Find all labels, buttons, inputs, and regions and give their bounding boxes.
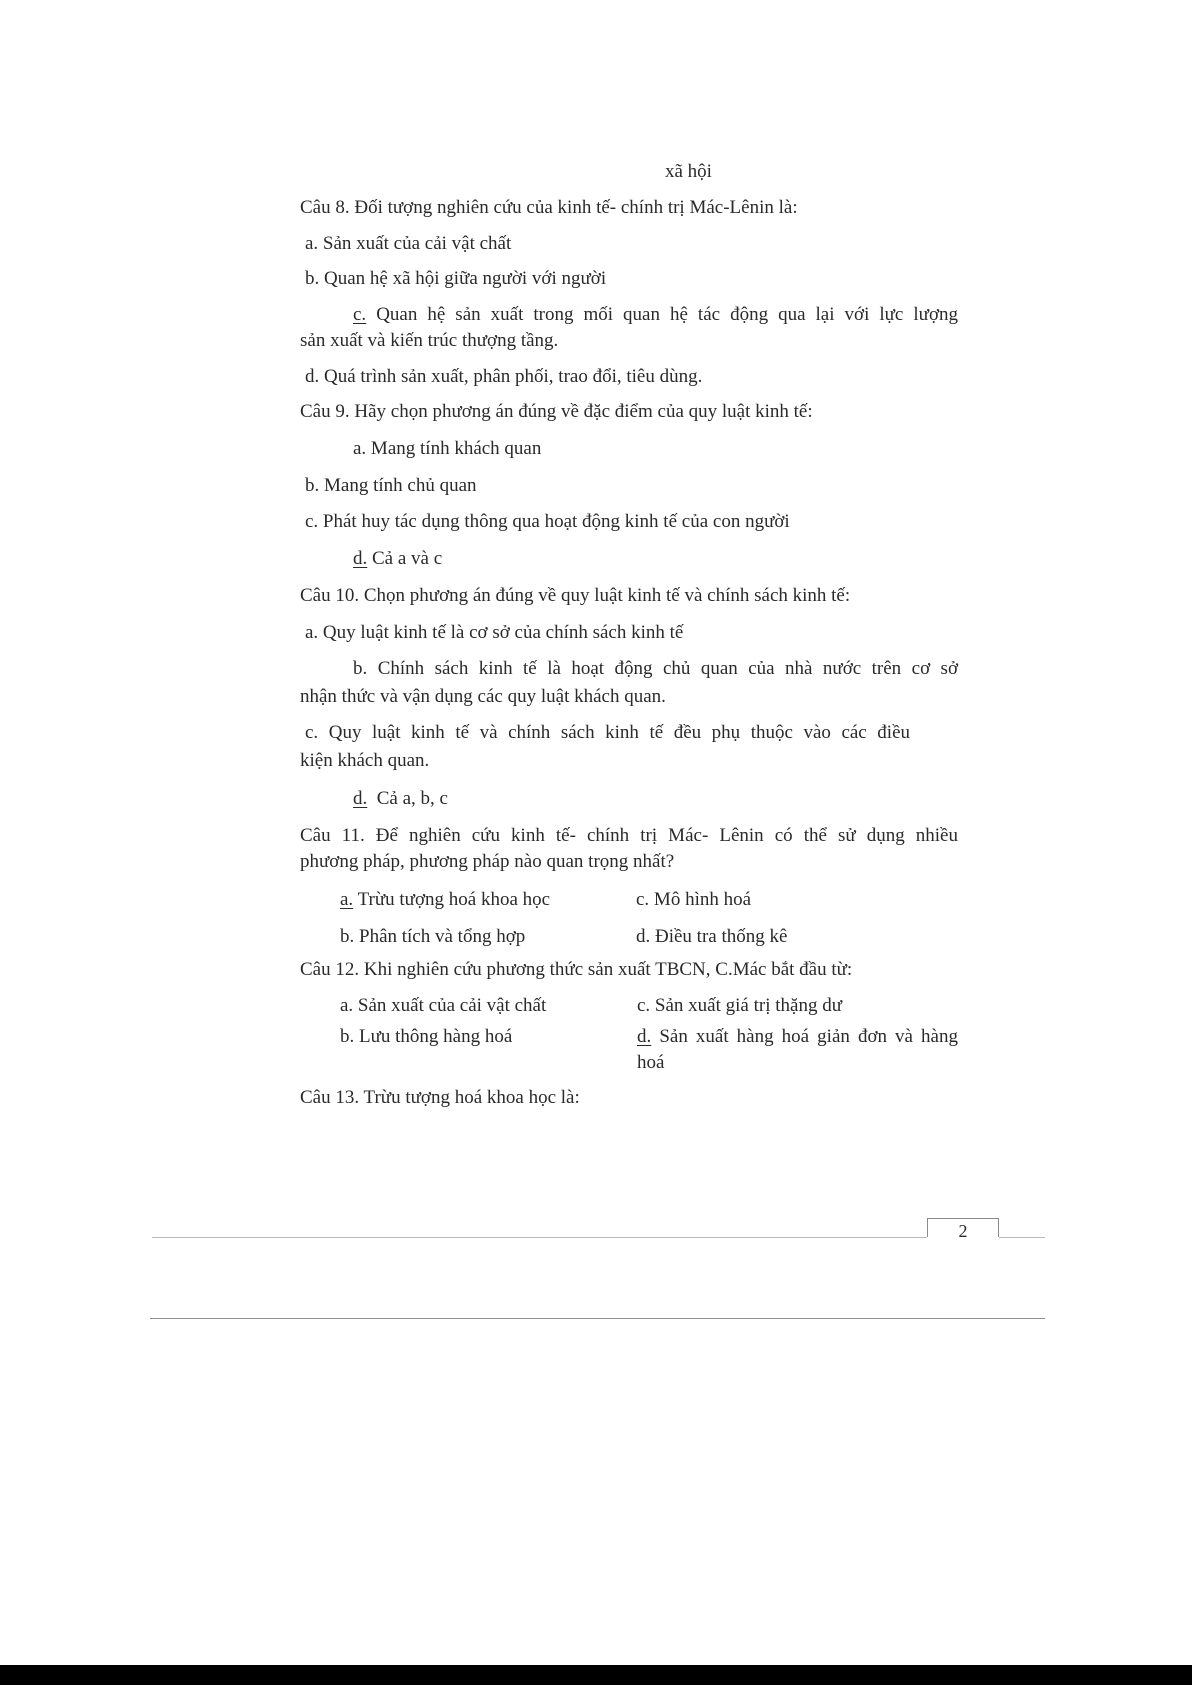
question-13-stem: Câu 13. Trừu tượng hoá khoa học là:: [300, 1087, 580, 1108]
question-10-option-b-line1: b. Chính sách kinh tế là hoạt động chủ quan của nhà nước trên cơ sở: [353, 658, 958, 679]
question-9-stem: Câu 9. Hãy chọn phương án đúng về đặc điểm của quy luật kinh tế:: [300, 401, 813, 422]
page-separator-line: [150, 1318, 1045, 1319]
question-8-answer-letter: c.: [353, 304, 367, 325]
question-8-stem: Câu 8. Đối tượng nghiên cứu của kinh tế- chính trị Mác-Lênin là:: [300, 197, 798, 218]
footer-rule-right: [999, 1237, 1045, 1238]
question-12-option-d-line1: d. Sản xuất hàng hoá giản đơn và hàng: [637, 1026, 958, 1047]
question-10-stem: Câu 10. Chọn phương án đúng về quy luật kinh tế và chính sách kinh tế:: [300, 585, 851, 606]
question-11-stem-line1: Câu 11. Để nghiên cứu kinh tế- chính trị Mác- Lênin có thể sử dụng nhiều: [300, 825, 958, 846]
question-11-answer-letter: a.: [340, 889, 354, 910]
question-11-option-c: c. Mô hình hoá: [636, 889, 752, 910]
question-11-option-a: a. Trừu tượng hoá khoa học: [340, 889, 551, 910]
question-11-stem-line2: phương pháp, phương pháp nào quan trọng nhất?: [300, 851, 675, 872]
question-9-option-b: b. Mang tính chủ quan: [305, 475, 477, 496]
question-8-option-b: b. Quan hệ xã hội giữa người với người: [305, 268, 607, 289]
question-9-option-d: d. Cả a và c: [353, 548, 443, 569]
question-8-option-a: a. Sản xuất của cải vật chất: [305, 233, 512, 254]
question-10-answer-letter: d.: [353, 788, 368, 809]
footer-rule-left: [152, 1237, 927, 1238]
question-11-option-d: d. Điều tra thống kê: [636, 926, 788, 947]
question-10-option-d: d. Cả a, b, c: [353, 788, 448, 809]
question-9-option-c: c. Phát huy tác dụng thông qua hoạt động kinh tế của con người: [305, 511, 790, 532]
question-12-option-b: b. Lưu thông hàng hoá: [340, 1026, 513, 1047]
question-9-option-a: a. Mang tính khách quan: [353, 438, 542, 459]
carry-over-text: xã hội: [665, 161, 712, 182]
question-8-option-c-line1: [353, 303, 958, 327]
question-12-option-d-line2: hoá: [637, 1052, 665, 1073]
question-8-option-c-line2: sản xuất và kiến trúc thượng tầng.: [300, 330, 559, 351]
question-12-answer-letter: d.: [637, 1026, 652, 1047]
question-10-option-b-line2: nhận thức và vận dụng các quy luật khách quan.: [300, 686, 666, 707]
question-10-option-a: a. Quy luật kinh tế là cơ sở của chính sách kinh tế: [305, 622, 684, 643]
page-number: 2: [958, 1221, 968, 1241]
question-11-option-b: b. Phân tích và tổng hợp: [340, 926, 526, 947]
question-12-option-c: c. Sản xuất giá trị thặng dư: [637, 995, 843, 1016]
question-8-option-c-text: Quan hệ sản xuất trong mối quan hệ tác động qua lại với lực lượng: [366, 304, 958, 325]
question-9-answer-letter: d.: [353, 548, 368, 569]
question-10-option-c-line2: kiện khách quan.: [300, 750, 430, 771]
question-10-option-c-line1: c. Quy luật kinh tế và chính sách kinh tế đều phụ thuộc vào các điều: [305, 722, 910, 743]
question-8-option-d: d. Quá trình sản xuất, phân phối, trao đổi, tiêu dùng.: [305, 366, 703, 387]
question-12-option-a: a. Sản xuất của cải vật chất: [340, 995, 547, 1016]
question-12-stem: Câu 12. Khi nghiên cứu phương thức sản xuất TBCN, C.Mác bắt đầu từ:: [300, 959, 853, 980]
bottom-edge-bar: [0, 1665, 1192, 1685]
